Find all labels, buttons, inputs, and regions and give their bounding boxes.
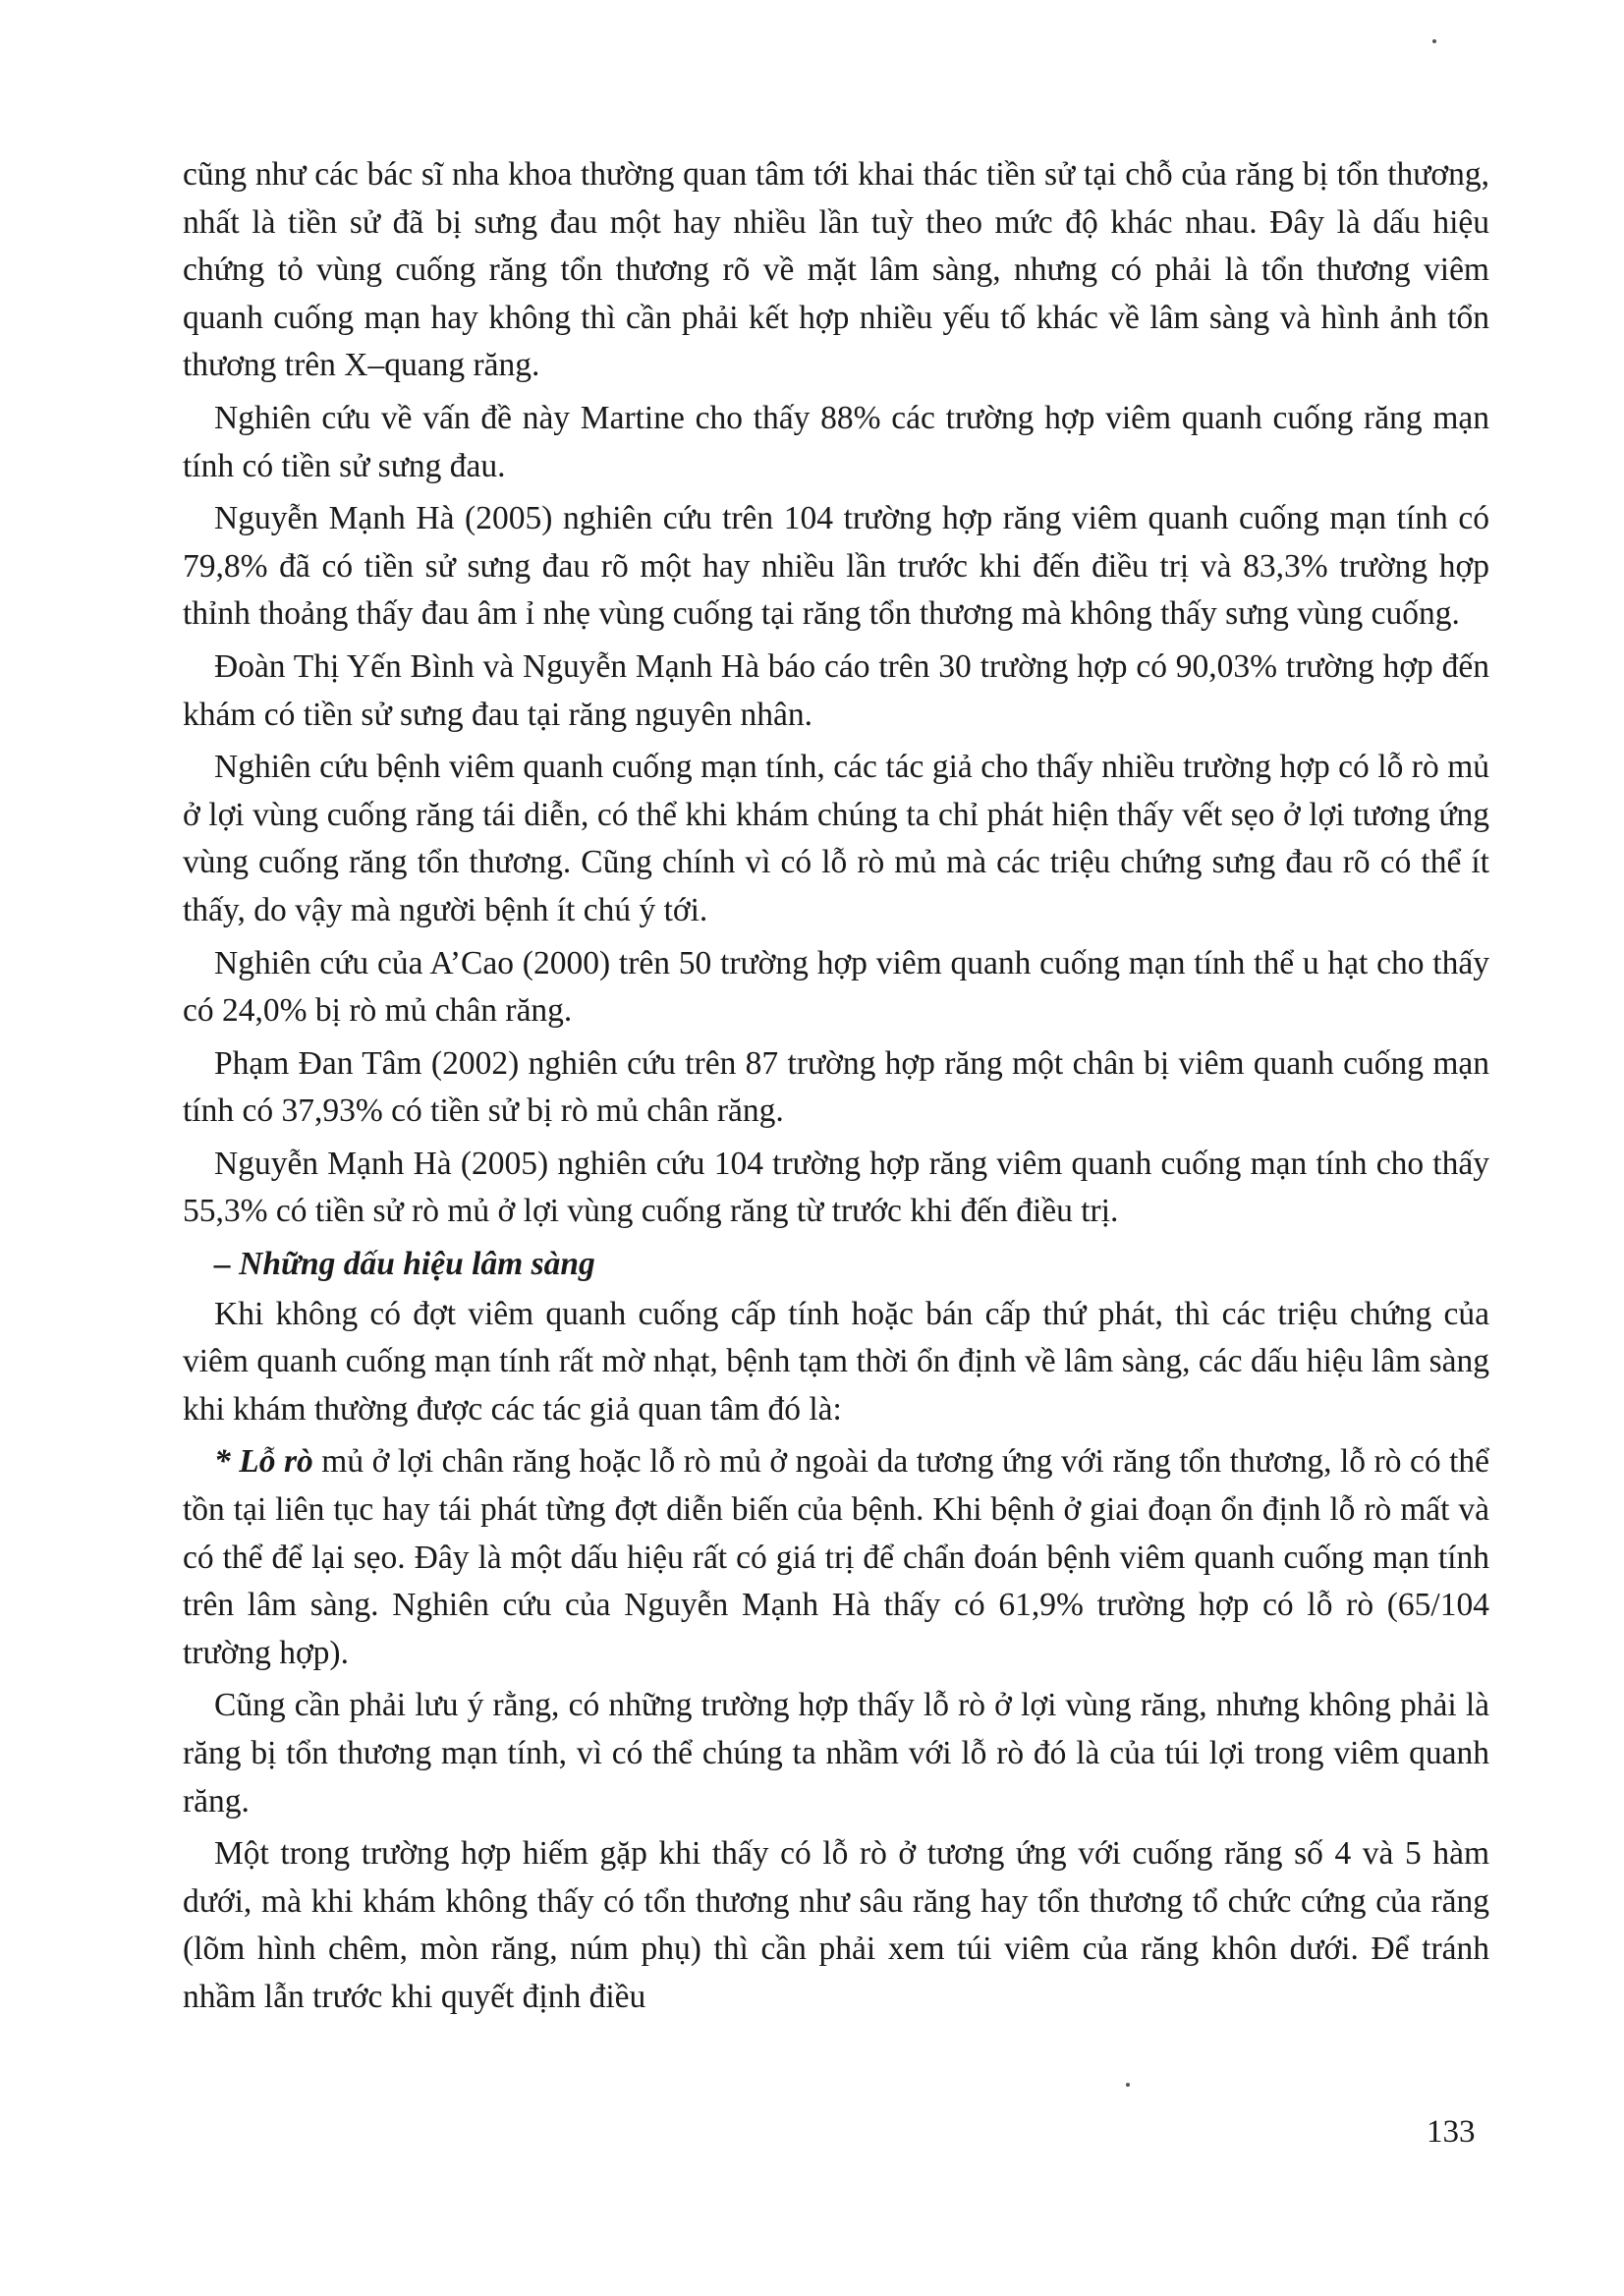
paragraph-3: Nguyễn Mạnh Hà (2005) nghiên cứu trên 104 trường hợp răng viêm quanh cuống mạn tính có 79,8% đã có tiền sử sưng đau rõ một hay nhiều lần trước khi đến điều trị và 83,3% trường hợp thỉnh thoảng thấy đau âm ỉ nhẹ vùng cuống tại răng tổn thương mà không thấy sưng vùng cuống. [183,500,1489,633]
paragraph-2: Nghiên cứu về vấn đề này Martine cho thấy 88% các trường hợp viêm quanh cuống răng mạn tính có tiền sử sưng đau. [183,399,1489,484]
paragraph-4: Đoàn Thị Yến Bình và Nguyễn Mạnh Hà báo cáo trên 30 trường hợp có 90,03% trường hợp đến khám có tiền sử sưng đau tại răng nguyên nhân. [183,647,1489,733]
paragraph-after-heading: Khi không có đợt viêm quanh cuống cấp tính hoặc bán cấp thứ phát, thì các triệu chứng của viêm quanh cuống mạn tính rất mờ nhạt, bệnh tạm thời ổn định về lâm sàng, các dấu hiệu lâm sàng khi khám thường được các tác giả quan tâm đó là: [183,1295,1489,1428]
bullet-lead: * Lỗ rò [214,1443,313,1481]
paragraph-6: Nghiên cứu của A’Cao (2000) trên 50 trường hợp viêm quanh cuống mạn tính thể u hạt cho thấy có 24,0% bị rò mủ chân răng. [183,944,1489,1030]
scan-speck [1432,39,1436,43]
paragraph-8: Nguyễn Mạnh Hà (2005) nghiên cứu 104 trường hợp răng viêm quanh cuống mạn tính cho thấy 55,3% có tiền sử rò mủ ở lợi vùng cuống răng từ trước khi đến điều trị. [183,1145,1489,1230]
bullet-text: mủ ở lợi chân răng hoặc lỗ rò mủ ở ngoài da tương ứng với răng tổn thương, lỗ rò có thể tồn tại liên tục hay tái phát từng đợt diễn biến của bệnh. Khi bệnh ở giai đoạn ổn định lỗ rò mất và có thể để lại sẹo. Đây là một dấu hiệu rất có giá trị để chẩn đoán bệnh viêm quanh cuống mạn tính trên lâm sàng. Nghiên cứu của Nguyễn Mạnh Hà thấy có 61,9% trường hợp có lỗ rò (65/104 trường hợp). [183,1443,1490,1671]
paragraph-1: cũng như các bác sĩ nha khoa thường quan tâm tới khai thác tiền sử tại chỗ của răng bị tổn thương, nhất là tiền sử đã bị sưng đau một hay nhiều lần tuỳ theo mức độ khác nhau. Đây là dấu hiệu chứng tỏ vùng cuống răng tổn thương rõ về mặt lâm sàng, nhưng có phải là tổn thương viêm quanh cuống mạn hay không thì cần phải kết hợp nhiều yếu tố khác về lâm sàng và hình ảnh tổn thương trên X–quang răng. [183,156,1489,384]
paragraph-5: Nghiên cứu bệnh viêm quanh cuống mạn tính, các tác giả cho thấy nhiều trường hợp có lỗ rò mủ ở lợi vùng cuống răng tái diễn, có thể khi khám chúng ta chỉ phát hiện thấy vết sẹo ở lợi tương ứng vùng cuống răng tổn thương. Cũng chính vì có lỗ rò mủ mà các triệu chứng sưng đau rõ có thể ít thấy, do vậy mà người bệnh ít chú ý tới. [183,749,1489,928]
section-heading: – Những dấu hiệu lâm sàng [214,1246,595,1283]
page-body [183,151,1489,2027]
closing-paragraph-1: Cũng cần phải lưu ý rằng, có những trường hợp thấy lỗ rò ở lợi vùng răng, nhưng không phải là răng bị tổn thương mạn tính, vì có thể chúng ta nhầm với lỗ rò đó là của túi lợi trong viêm quanh răng. [183,1687,1489,1820]
page-number: 133 [1427,2114,1476,2150]
bullet-paragraph [183,1438,1489,1677]
closing-paragraph-2: Một trong trường hợp hiếm gặp khi thấy có lỗ rò ở tương ứng với cuống răng số 4 và 5 hàm dưới, mà khi khám không thấy có tổn thương như sâu răng hay tổn thương tổ chức cứng của răng (lõm hình chêm, mòn răng, núm phụ) thì cần phải xem túi viêm của răng khôn dưới. Để tránh nhầm lẫn trước khi quyết định điều [183,1835,1489,2015]
scan-speck [1126,2083,1130,2087]
paragraph-7: Phạm Đan Tâm (2002) nghiên cứu trên 87 trường hợp răng một chân bị viêm quanh cuống mạn tính có 37,93% có tiền sử bị rò mủ chân răng. [183,1044,1489,1130]
